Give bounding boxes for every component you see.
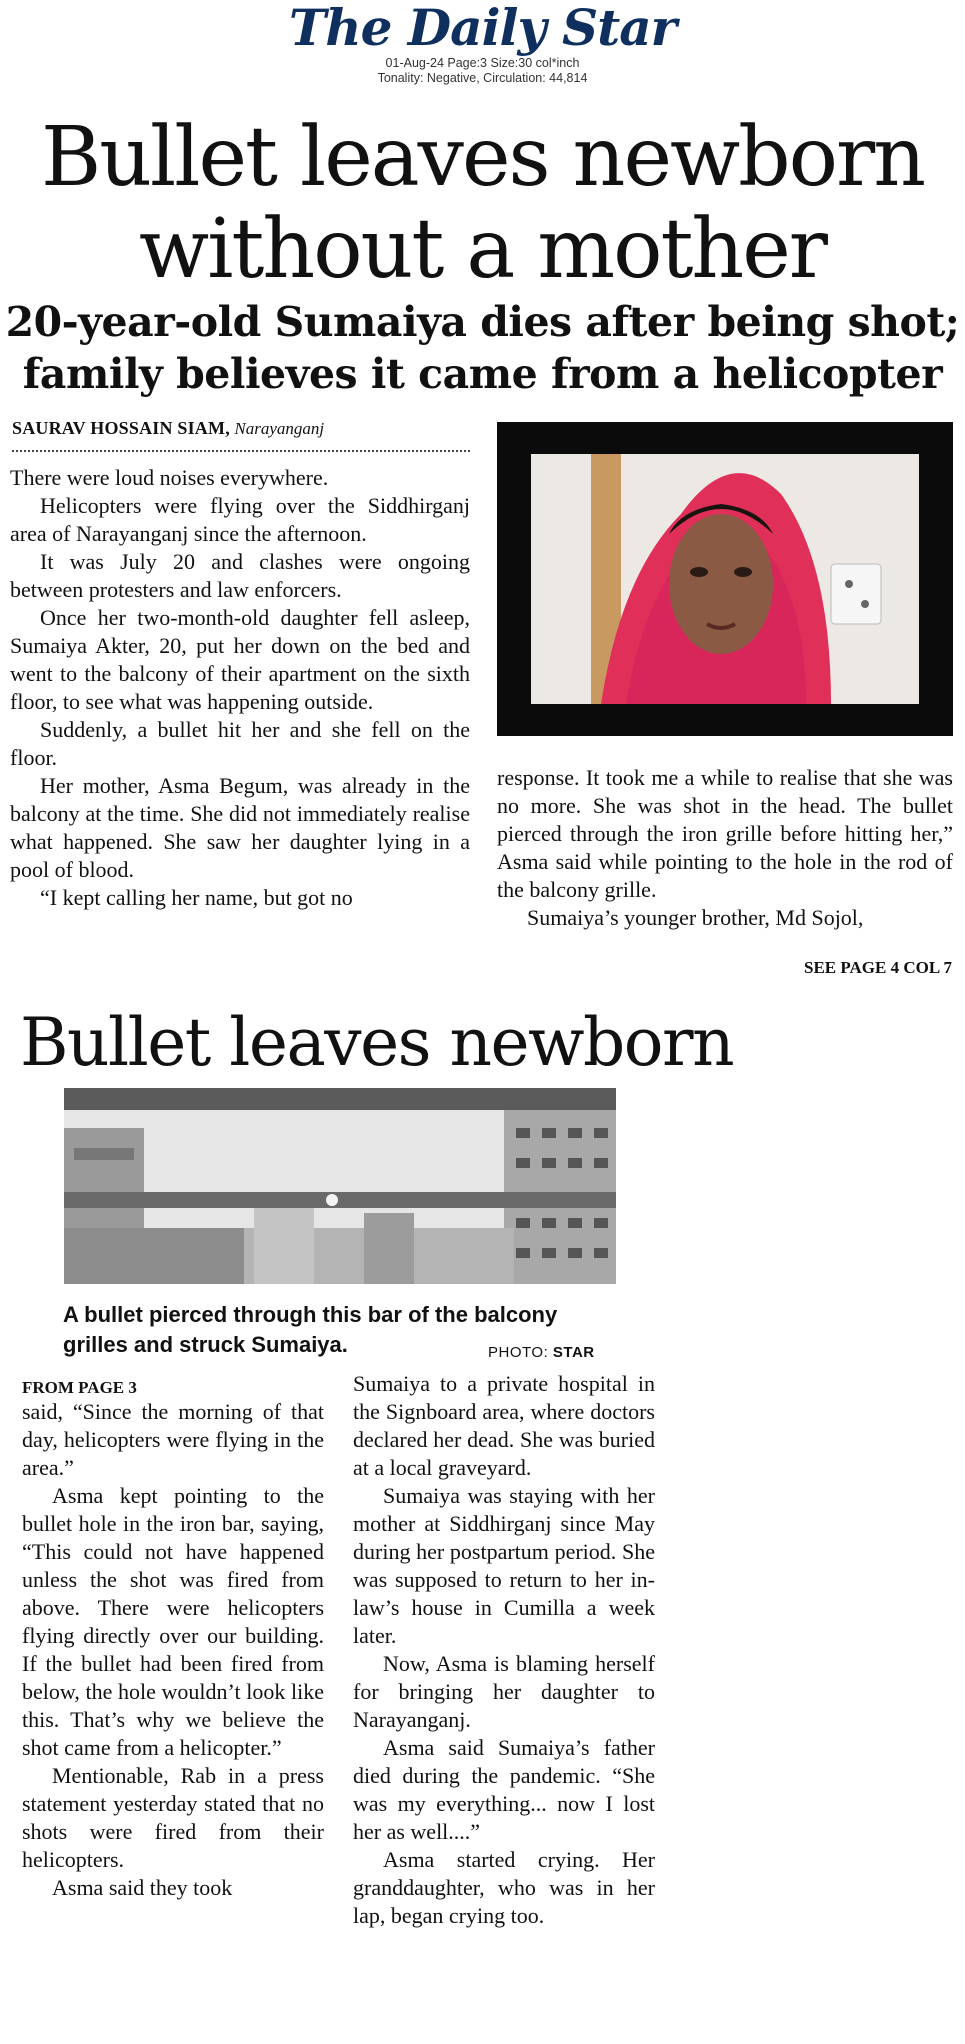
byline-author: SAURAV HOSSAIN SIAM, (12, 418, 230, 438)
masthead (0, 0, 965, 86)
paragraph: Sumaiya’s younger brother, Md Sojol, (527, 905, 864, 930)
paragraph: Once her two-month-old daughter fell asleep, Sumaiya Akter, 20, put her down on the bed and went to the balcony of their apartment on the sixth floor, to see what was happening outside. (10, 605, 470, 714)
byline-divider (12, 450, 470, 452)
article-column-2 (497, 764, 953, 932)
from-page-label: FROM PAGE 3 (22, 1378, 137, 1397)
byline-location: Narayanganj (234, 419, 325, 438)
subhead-line1: 20-year-old Sumaiya dies after being shot; (5, 298, 960, 346)
headline (0, 112, 965, 296)
paragraph: said, “Since the morning of that day, helicopters were flying in the area.” (22, 1399, 324, 1480)
balcony-photo (64, 1088, 616, 1284)
portrait-photo (531, 454, 919, 704)
photo-credit-label: PHOTO: (488, 1344, 549, 1361)
paragraph: Asma kept pointing to the bullet hole in the iron bar, saying, “This could not have happened unless the shot was fired from above. There were helicopters flying directly over our building. If the bullet had been fired from below, the hole wouldn’t look like this. That’s why we believe the shot came from a helicopter.” (22, 1483, 324, 1760)
paragraph: It was July 20 and clashes were ongoing between protesters and law enforcers. (10, 549, 470, 602)
photo-credit-source: STAR (552, 1344, 595, 1361)
headline-line1: Bullet leaves newborn (40, 110, 925, 205)
clipping-meta-line1: 01-Aug-24 Page:3 Size:30 col*inch (385, 56, 580, 70)
photo-caption: A bullet pierced through this bar of the balcony grilles and struck Sumaiya. (63, 1302, 558, 1357)
continuation-column-1 (22, 1398, 324, 1902)
balcony-image (64, 1088, 616, 1284)
article-column-1 (10, 464, 470, 912)
paragraph: Now, Asma is blaming herself for bringing her daughter to Narayanganj. (353, 1651, 655, 1732)
see-page-reference: SEE PAGE 4 COL 7 (804, 958, 952, 977)
paragraph: Sumaiya was staying with her mother at Siddhirganj since May during her postpartum period. She was supposed to return to her in-law’s house in Cumilla a week later. (353, 1483, 655, 1648)
paragraph: Asma said they took (52, 1875, 233, 1900)
paragraph: There were loud noises everywhere. (10, 465, 329, 490)
newspaper-logo: The Daily Star (289, 0, 676, 57)
headline-line2: without a mother (139, 202, 826, 297)
paragraph: “I kept calling her name, but got no (40, 885, 353, 910)
paragraph: Sumaiya to a private hospital in the Signboard area, where doctors declared her dead. She was buried at a local graveyard. (353, 1371, 655, 1480)
photo-credit (488, 1344, 595, 1361)
subhead-line2: family believes it came from a helicopter (22, 350, 943, 398)
byline (12, 418, 324, 439)
continuation-headline: Bullet leaves newborn (20, 1004, 734, 1081)
paragraph: response. It took me a while to realise that she was no more. She was shot in the head. The bullet pierced through the iron grille before hitting her,” Asma said while pointing to the hole in the rod of the balcony grille. (497, 765, 953, 902)
paragraph: Helicopters were flying over the Siddhirganj area of Narayanganj since the afternoon. (10, 493, 470, 546)
subheadline (0, 296, 965, 400)
paragraph: Mentionable, Rab in a press statement yesterday stated that no shots were fired from their helicopters. (22, 1763, 324, 1872)
paragraph: Her mother, Asma Begum, was already in the balcony at the time. She did not immediately realise what happened. She saw her daughter lying in a pool of blood. (10, 773, 470, 882)
paragraph: Asma said Sumaiya’s father died during the pandemic. “She was my everything... now I lost her as well....” (353, 1735, 655, 1844)
paragraph: Asma started crying. Her granddaughter, who was in her lap, began crying too. (353, 1847, 655, 1928)
portrait-image (531, 454, 919, 704)
paragraph: Suddenly, a bullet hit her and she fell on the floor. (10, 717, 470, 770)
clipping-meta-line2: Tonality: Negative, Circulation: 44,814 (377, 71, 588, 85)
continuation-column-2 (353, 1370, 655, 1930)
